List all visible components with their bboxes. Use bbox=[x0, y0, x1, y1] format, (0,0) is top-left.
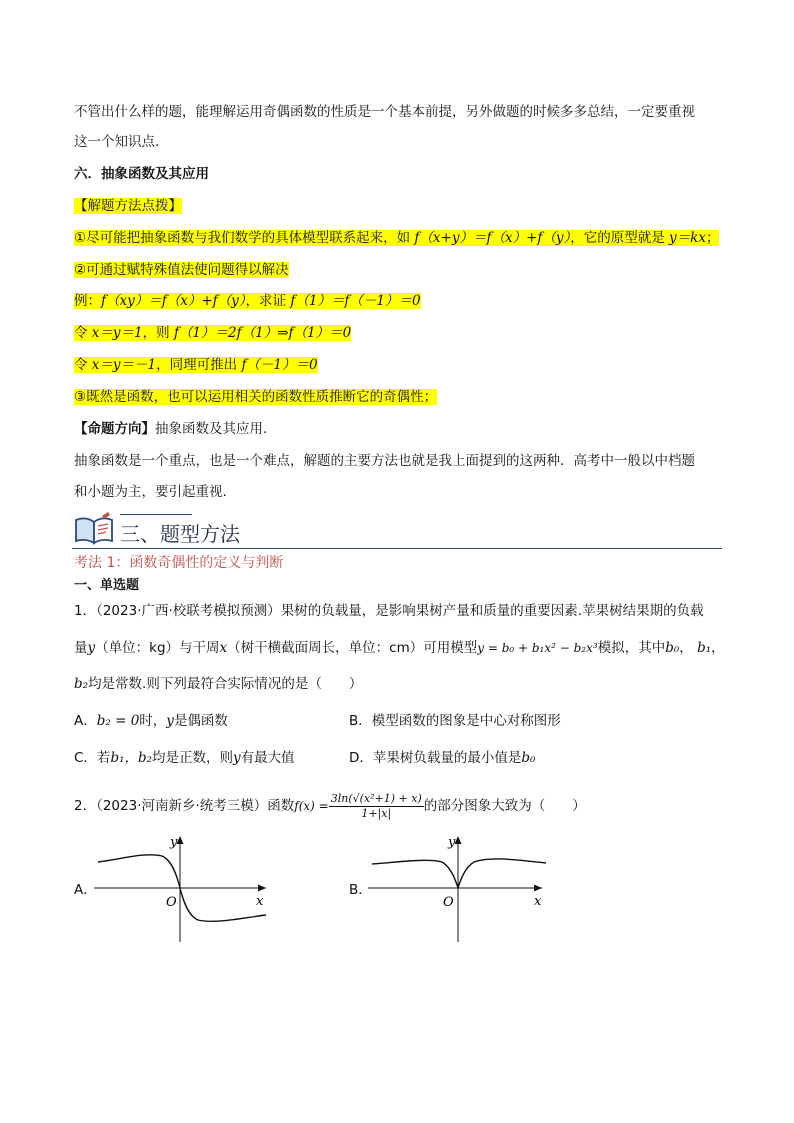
q1-model: y = b₀ + b₁x² − b₂x³ bbox=[477, 641, 598, 655]
q1-line-1: 1．（2023·广西·校联考模拟预测）果树的负载量，是影响果树产量和质量的重要因素.苹果树结果期的负载 bbox=[74, 603, 704, 619]
q1-option-c-label: C．若 bbox=[74, 750, 111, 766]
let1-vars: x＝y＝1 bbox=[91, 325, 143, 341]
para-line-2: 和小题为主，要引起重视. bbox=[74, 484, 227, 500]
let2-vars: x＝y＝－1 bbox=[91, 357, 157, 373]
graph-b-x-label: x bbox=[534, 894, 542, 909]
q1-option-a-text: 时， bbox=[139, 713, 167, 729]
q1-text-c: （树干横截面周长，单位：cm）可用模型 bbox=[227, 640, 478, 656]
q1-option-b[interactable]: B．模型函数的图象是中心对称图形 bbox=[349, 713, 561, 729]
tip3-text: ③既然是函数，也可以运用相关的函数性质推断它的奇偶性； bbox=[74, 389, 438, 405]
title-overline bbox=[120, 514, 192, 515]
method-tag-text: 【解题方法点拨】 bbox=[74, 198, 182, 214]
section6-heading: 六．抽象函数及其应用 bbox=[74, 166, 209, 182]
let2-result: f（－1）＝0 bbox=[241, 357, 318, 373]
q1-text-a: 量 bbox=[74, 640, 88, 656]
q1-text-b: （单位：kg）与干周 bbox=[95, 640, 220, 656]
q1-option-c-y: y bbox=[233, 750, 241, 766]
q2-graph-a[interactable] bbox=[92, 832, 277, 944]
direction bbox=[74, 419, 267, 439]
q1-var-y: y bbox=[87, 640, 96, 656]
ex-b: ，求证 bbox=[245, 293, 291, 309]
tip1-b: ，它的原型就是 bbox=[570, 230, 670, 246]
q1-option-c[interactable] bbox=[74, 748, 295, 768]
q1-option-a-cond: b₂ = 0 bbox=[96, 713, 140, 729]
tip1-a: ①尽可能把抽象函数与我们数学的具体模型联系起来，如 bbox=[74, 230, 415, 246]
ex-proof: f（1）＝f（－1）＝0 bbox=[290, 293, 421, 309]
method-tag bbox=[74, 196, 182, 216]
ex-a: 例： bbox=[74, 293, 101, 309]
q1-option-a-label: A． bbox=[74, 713, 97, 729]
let1-b: ，则 bbox=[142, 325, 174, 341]
q2-graph-b[interactable] bbox=[366, 832, 551, 944]
q1-option-c-end: 有最大值 bbox=[240, 750, 295, 766]
graph-a-origin: O bbox=[166, 895, 177, 910]
q1-option-c-text: 均是正数，则 bbox=[152, 750, 234, 766]
graph-b-y-label: y bbox=[448, 835, 456, 850]
direction-tag: 【命题方向】 bbox=[74, 421, 155, 437]
section-rule bbox=[72, 548, 722, 549]
let1-result: f（1）＝2f（1）⇒f（1）＝0 bbox=[173, 325, 352, 341]
example bbox=[74, 291, 421, 311]
kaofa-heading: 考法 1：函数奇偶性的定义与判断 bbox=[74, 555, 284, 571]
q1-b1: b₁ bbox=[697, 640, 712, 656]
q1-text-d: 模拟，其中 bbox=[597, 640, 666, 656]
section-title: 三、题型方法 bbox=[120, 522, 240, 546]
q2-lead: 2．（2023·河南新乡·统考三模）函数 bbox=[74, 798, 295, 814]
q2-option-a-label[interactable]: A． bbox=[74, 882, 97, 898]
graph-b-origin: O bbox=[443, 895, 454, 910]
graph-a-y-label: y bbox=[170, 835, 178, 850]
intro-line-1: 不管出什么样的题，能理解运用奇偶函数的性质是一个基本前提，另外做题的时候多多总结，一定要重视 bbox=[74, 104, 695, 120]
let2-a: 令 bbox=[74, 357, 92, 373]
para-line-1: 抽象函数是一个重点，也是一个难点，解题的主要方法也就是我上面提到的这两种．高考中一般以中档题 bbox=[74, 453, 695, 469]
tip2-text: ②可通过赋特殊值法使问题得以解决 bbox=[74, 262, 289, 278]
q1-b2: b₂ bbox=[74, 676, 89, 692]
q1-option-a-y: y bbox=[166, 713, 174, 729]
let1-a: 令 bbox=[74, 325, 92, 341]
q1-option-d-b0: b₀ bbox=[521, 750, 536, 766]
tip1 bbox=[74, 228, 719, 248]
q1-option-a-end: 是偶函数 bbox=[173, 713, 228, 729]
q1-var-x: x bbox=[219, 640, 228, 656]
ex-formula: f（xy）＝f（x）+f（y） bbox=[101, 293, 246, 309]
tip1-c: ； bbox=[705, 230, 720, 246]
q2-stem bbox=[74, 786, 586, 830]
q2-fx: f(x) = bbox=[294, 799, 329, 813]
q1-b0: b₀ bbox=[665, 640, 680, 656]
tip2 bbox=[74, 260, 289, 280]
q1-option-d[interactable] bbox=[349, 748, 535, 768]
q1-line-2: 量y（单位：kg）与干周x（树干横截面周长，单位：cm）可用模型y = b₀ + b₁x² − b₂x³模拟，其中b₀， b₁， bbox=[74, 640, 725, 656]
tip1-model: y＝kx bbox=[669, 230, 706, 246]
q2-fraction bbox=[329, 792, 424, 821]
q2-denominator: 1+|x| bbox=[361, 806, 392, 820]
q1-line-3-text: 均是常数.则下列最符合实际情况的是（ ） bbox=[88, 676, 363, 692]
q1-option-d-text: D．苹果树负载量的最小值是 bbox=[349, 750, 522, 766]
graph-a-x-label: x bbox=[256, 894, 264, 909]
let1 bbox=[74, 323, 351, 343]
book-icon bbox=[72, 512, 116, 546]
q2-numerator: 3ln(√(x²+1) + x) bbox=[330, 791, 422, 805]
direction-text: 抽象函数及其应用. bbox=[155, 421, 268, 437]
intro-line-2: 这一个知识点. bbox=[74, 134, 160, 150]
tip1-formula: f（x+y）＝f（x）+f（y） bbox=[414, 230, 571, 246]
let2-b: ，同理可推出 bbox=[156, 357, 242, 373]
q1-option-a[interactable] bbox=[74, 711, 228, 731]
q2-tail: 的部分图象大致为（ ） bbox=[423, 798, 586, 814]
let2 bbox=[74, 355, 318, 375]
tip3 bbox=[74, 387, 437, 407]
q1-line-3 bbox=[74, 674, 362, 694]
q1-option-c-vars: b₁，b₂ bbox=[110, 750, 153, 766]
single-choice-heading: 一、单选题 bbox=[74, 578, 140, 593]
q2-option-b-label[interactable]: B． bbox=[349, 882, 372, 898]
